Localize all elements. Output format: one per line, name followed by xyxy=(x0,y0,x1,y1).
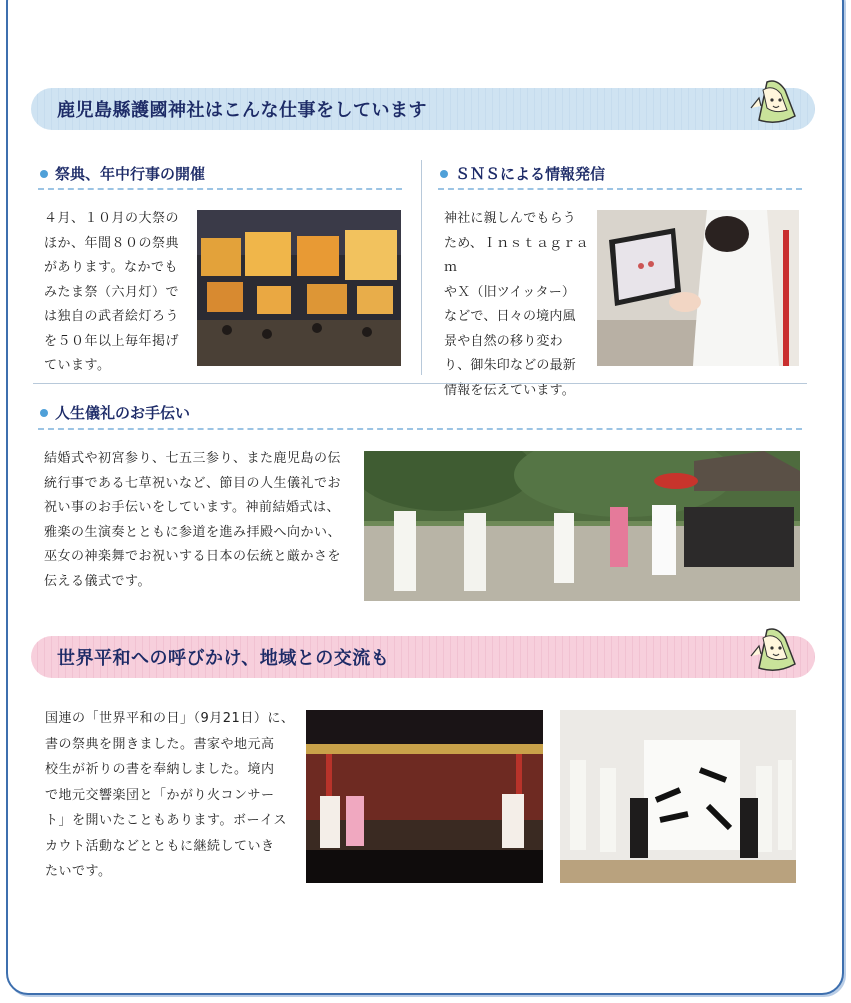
wedding-procession-photo xyxy=(364,451,800,601)
dashed-divider xyxy=(438,188,802,190)
mascot-icon xyxy=(737,624,801,678)
banner-title: 鹿児島縣護國神社はこんな仕事をしています xyxy=(57,100,427,121)
row-divider xyxy=(33,383,807,384)
concert-photo xyxy=(306,710,543,883)
rites-text: 結婚式や初宮参り、七五三参り、また鹿児島の伝 統行事である七草祝いなど、節目の人生儀礼でお 祝い事のお手伝いをしています。神前結婚式は、 雅楽の生演奏とともに参道を進み拝殿へ向かい、 巫女の神楽舞でお祝いする日本の伝統と厳かさを 伝える儀式です。 xyxy=(44,451,342,589)
peace-text: 国連の「世界平和の日」（9月21日）に、 書の祭典を開きました。書家や地元高 校生が祈りの書を奉納しました。境内 で地元交響楽団と「かがり火コンサー ト」を開いたこともあります。ボーイス カウト活動などとともに継続していき たいです。 xyxy=(45,711,295,879)
banner-peace-exchange xyxy=(31,636,815,678)
column-divider xyxy=(421,160,422,375)
calligraphy-photo xyxy=(560,710,796,883)
mascot-icon xyxy=(737,76,801,130)
banner-shrine-work xyxy=(31,88,815,130)
bullet-dot-icon xyxy=(40,409,48,417)
dashed-divider xyxy=(38,428,802,430)
heading-sns: ＳＮＳによる情報発信 xyxy=(440,163,605,184)
bullet-dot-icon xyxy=(440,170,448,178)
heading-festival: 祭典、年中行事の開催 xyxy=(40,163,205,184)
heading-rites: 人生儀礼のお手伝い xyxy=(40,402,190,423)
bullet-dot-icon xyxy=(40,170,48,178)
dashed-divider xyxy=(38,188,402,190)
sns-text: 神社に親しんでもらう ため、Ｉｎｓｔａｇｒａｍ やＸ（旧ツイッター） などで、日々の境内風 景や自然の移り変わ り、御朱印などの最新 情報を伝えています。 xyxy=(444,211,589,398)
lantern-festival-photo xyxy=(197,210,401,366)
banner-title: 世界平和への呼びかけ、地域との交流も xyxy=(57,648,390,669)
festival-text: ４月、１０月の大祭の ほか、年間８０の祭典 があります。なかでも みたま祭（六月灯）で は独自の武者絵灯ろう を５０年以上毎年掲げ ています。 xyxy=(44,211,180,373)
tablet-sns-photo xyxy=(597,210,799,366)
